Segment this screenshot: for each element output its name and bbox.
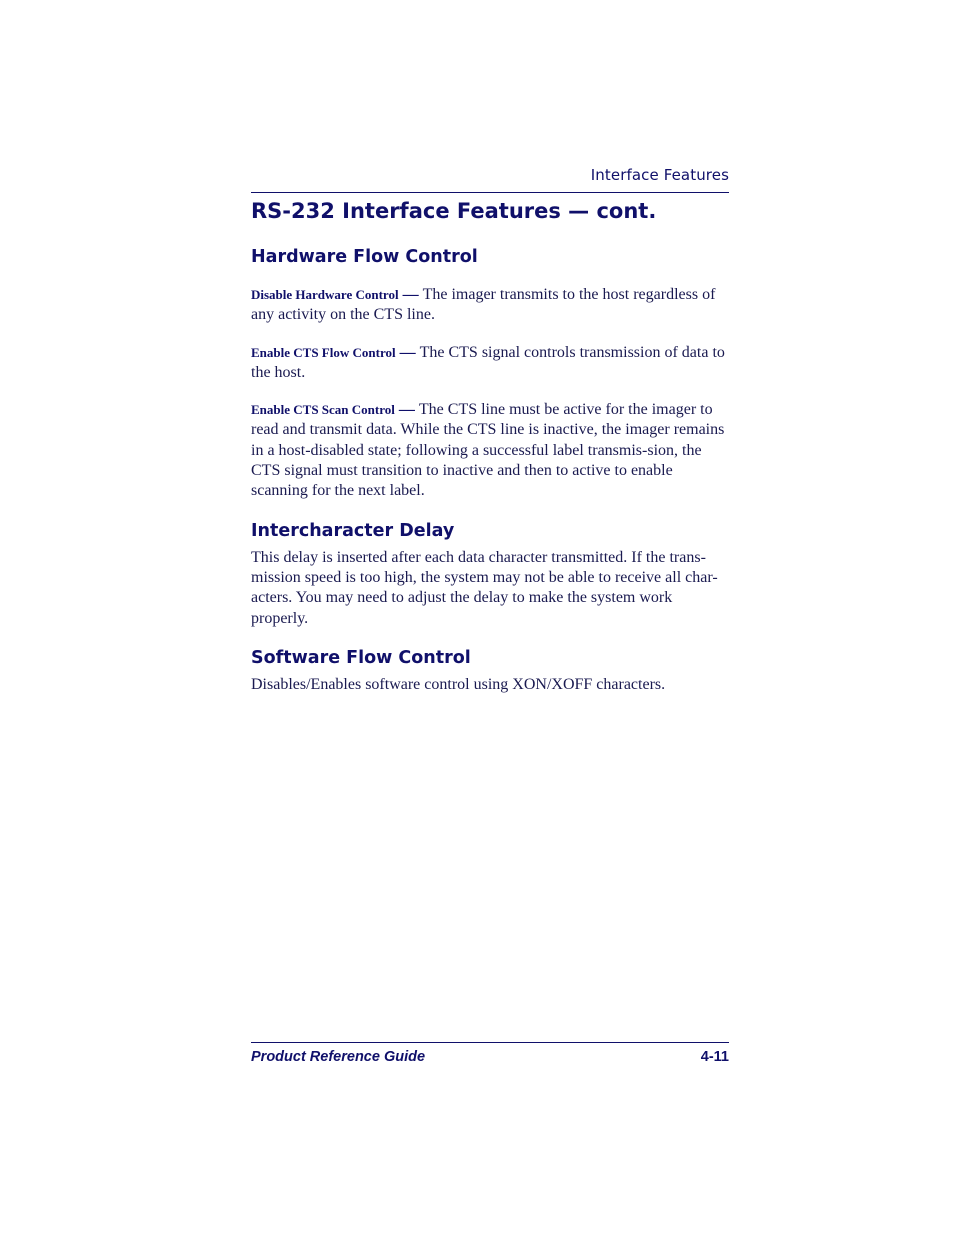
software-flow-heading: Software Flow Control bbox=[251, 647, 471, 668]
enable-cts-scan-text: The CTS line must be active for the imager to read and transmit data. While the CTS line is inactive, the imager remains in a host-disabled state; following a successful label transmis-sion, the CTS signal must transition to inactive and then to active to enable scanning for the next label. bbox=[251, 401, 725, 500]
footer-page-number: 4-11 bbox=[700, 1049, 729, 1065]
footer-guide-title: Product Reference Guide bbox=[251, 1049, 426, 1065]
header-rule bbox=[251, 192, 729, 193]
intercharacter-delay-heading: Intercharacter Delay bbox=[251, 520, 455, 541]
software-flow-paragraph: Disables/Enables software control using XON/XOFF characters. bbox=[251, 675, 666, 693]
enable-cts-scan-term: Enable CTS Scan Control bbox=[251, 402, 395, 418]
disable-hardware-text: The imager transmits to the host regardless of any activity on the CTS line. bbox=[251, 286, 716, 324]
enable-cts-flow-text: The CTS signal controls transmission of data to the host. bbox=[251, 343, 725, 381]
disable-hardware-paragraph bbox=[251, 285, 729, 326]
hardware-flow-heading: Hardware Flow Control bbox=[251, 247, 478, 267]
enable-cts-flow-term: Enable CTS Flow Control bbox=[251, 344, 396, 360]
running-header: Interface Features bbox=[590, 166, 729, 184]
term-dash: — bbox=[394, 401, 419, 419]
section-title: RS-232 Interface Features — cont. bbox=[251, 199, 657, 223]
enable-cts-scan-paragraph bbox=[251, 400, 729, 501]
footer-rule bbox=[251, 1042, 729, 1043]
page-content bbox=[251, 196, 729, 695]
term-dash: — bbox=[398, 286, 423, 303]
disable-hardware-term: Disable Hardware Control bbox=[251, 287, 399, 302]
term-dash: — bbox=[395, 343, 420, 361]
intercharacter-delay-paragraph: This delay is inserted after each data character transmitted. If the trans-mission speed is too high, the system may not be able to receive all char-acters. You may need to adjust the delay to make the system work properly. bbox=[251, 548, 718, 627]
enable-cts-flow-paragraph bbox=[251, 343, 729, 384]
document-page bbox=[251, 0, 729, 1235]
